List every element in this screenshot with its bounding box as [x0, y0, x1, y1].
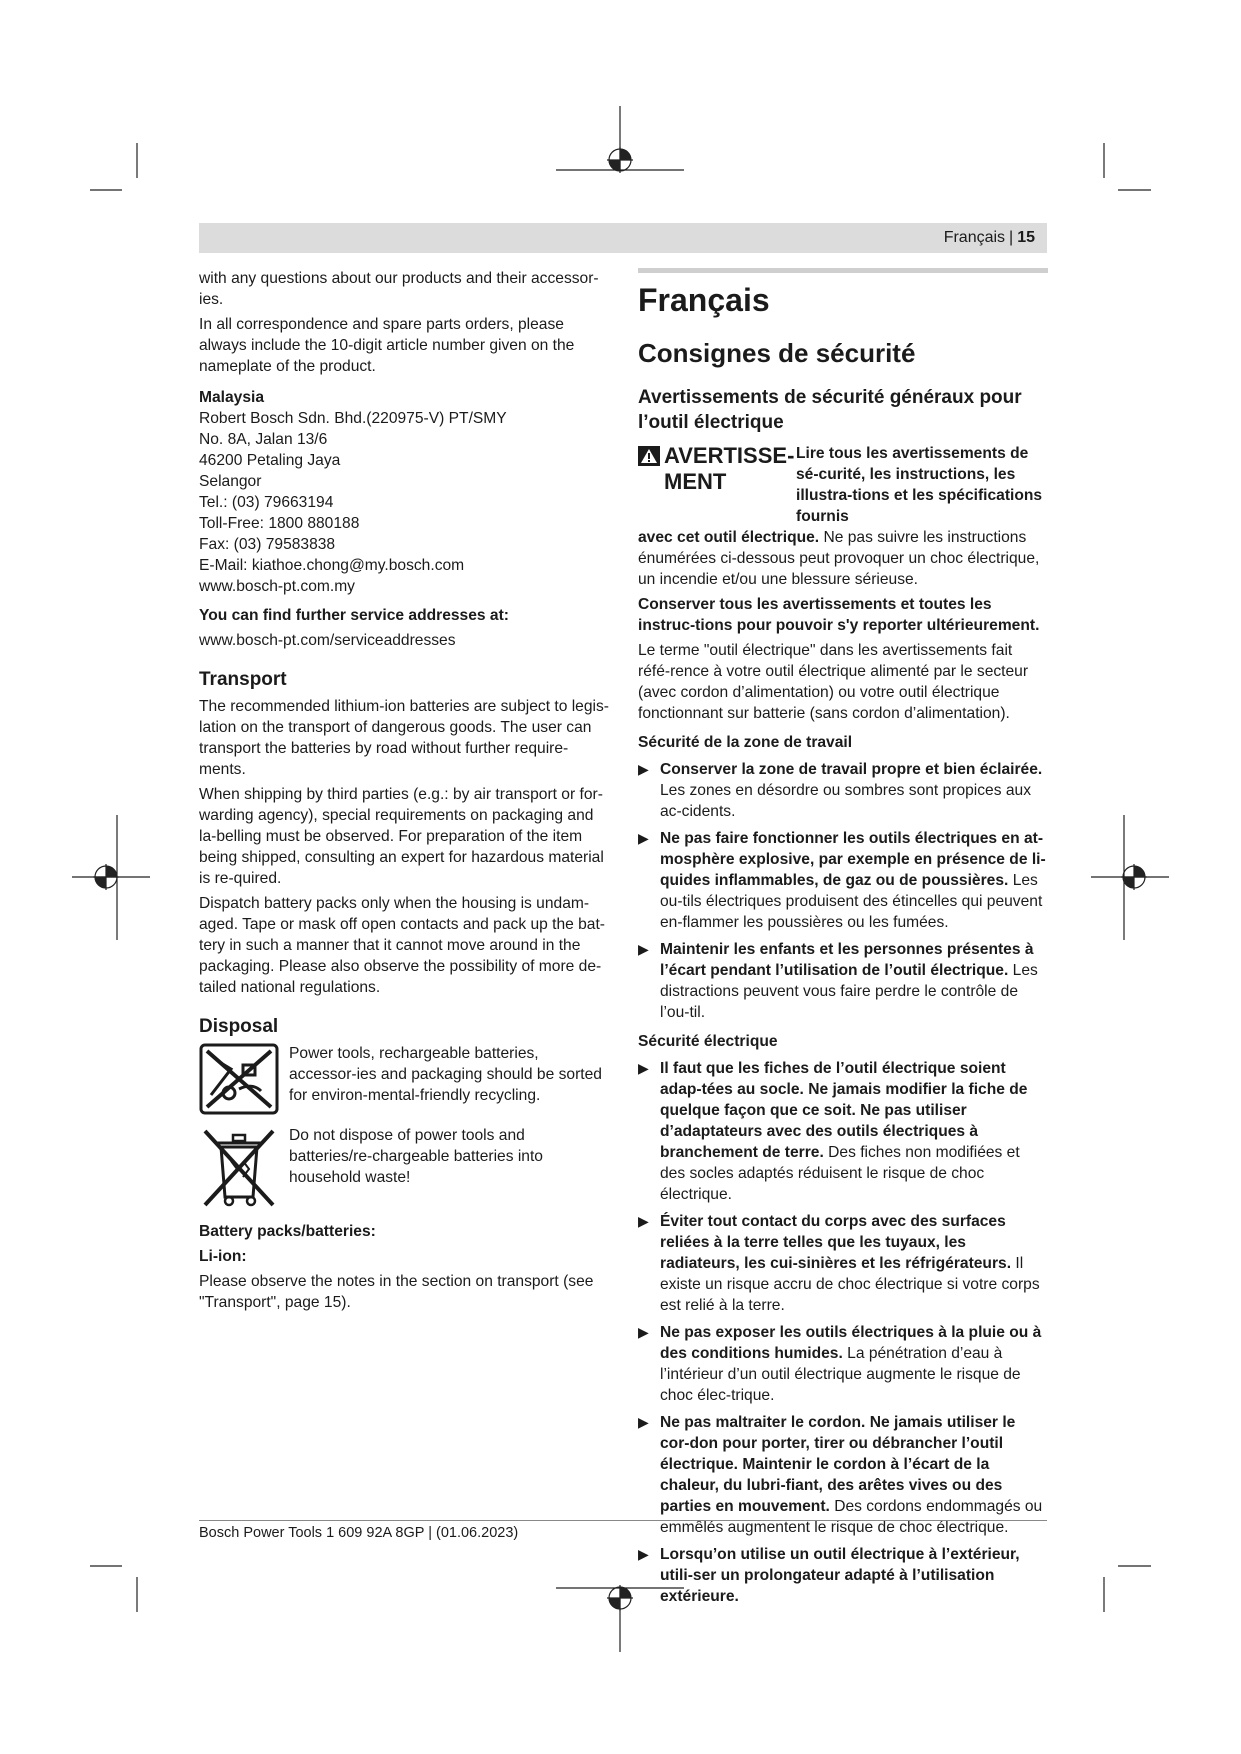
waste-bin-row — [199, 1125, 609, 1209]
list-item — [638, 939, 1048, 1023]
footer-text: Bosch Power Tools 1 609 92A 8GP | (01.06.2023) — [199, 1525, 519, 1541]
left-column — [199, 268, 609, 1317]
list-item — [638, 1211, 1048, 1316]
section-rule — [638, 268, 1048, 273]
item-text: Des fiches non modifiées et des socles adaptés réduisent le risque de choc électrique. — [660, 1144, 1020, 1203]
general-warnings-title: Avertissements de sécurité généraux pour l’outil électrique — [638, 387, 1022, 433]
waste-text: Do not dispose of power tools and batteries/re-chargeable batteries into household waste! — [289, 1127, 543, 1186]
item-bold: Ne pas maltraiter le cordon. Ne jamais utiliser le cor-don pour porter, tirer ou débrancher l’outil électrique. Maintenir le cordon à l’écart de la chaleur, du lubri-fiant, des arêtes vives ou des parties en mouvement. — [660, 1414, 1016, 1515]
transport-paragraph: The recommended lithium-ion batteries are subject to legis-lation on the transport of dangerous goods. The user can transport the batteries by road without further require-ments. — [199, 698, 609, 778]
work-area-list — [638, 759, 1048, 1023]
malaysia-address — [199, 387, 609, 597]
email-line: E-Mail: kiathoe.chong@my.bosch.com — [199, 557, 465, 574]
intro-paragraph: In all correspondence and spare parts orders, please always include the 10-digit article number given on the nameplate of the product. — [199, 316, 575, 375]
warning-bold-text: Lire tous les avertissements de sé-curité, les instructions, les illustra-tions et les spécifications fournis — [796, 445, 1043, 525]
item-text: Les ou-tils électriques produisent des étincelles qui peuvent en-flammer les poussières ou les fumées. — [660, 872, 1043, 931]
malaysia-title: Malaysia — [199, 389, 265, 406]
warning-continuation-bold: avec cet outil électrique. — [638, 529, 820, 546]
item-bold: Maintenir les enfants et les personnes présentes à l’écart pendant l’utilisation de l’outil électrique. — [660, 941, 1034, 979]
bullet-arrow-icon: ▶ — [638, 761, 649, 777]
bullet-arrow-icon: ▶ — [638, 1546, 649, 1562]
language-title: Français — [638, 282, 770, 318]
warning-block — [638, 443, 1048, 527]
bullet-arrow-icon: ▶ — [638, 941, 649, 957]
term-definition: Le terme "outil électrique" dans les avertissements fait réfé-rence à votre outil électrique alimenté par le secteur (avec cordon d’alimentation) ou votre outil électrique fonctionnant sur batterie (sans cordon d’alimentation). — [638, 642, 1029, 722]
address-line: Robert Bosch Sdn. Bhd.(220975-V) PT/SMY — [199, 410, 507, 427]
keep-instructions: Conserver tous les avertissements et toutes les instruc-tions pour pouvoir s'y reporter ultérieurement. — [638, 596, 1040, 634]
work-area-title: Sécurité de la zone de travail — [638, 734, 853, 751]
service-addresses-url: www.bosch-pt.com/serviceaddresses — [199, 632, 456, 649]
bullet-arrow-icon: ▶ — [638, 830, 649, 846]
crossed-bin-icon — [199, 1125, 279, 1209]
header-separator: | — [1009, 229, 1014, 246]
battery-title: Battery packs/batteries: — [199, 1223, 376, 1240]
transport-heading: Transport — [199, 669, 287, 690]
address-line: Selangor — [199, 473, 262, 490]
electrical-title: Sécurité électrique — [638, 1033, 778, 1050]
address-line: 46200 Petaling Jaya — [199, 452, 341, 469]
tollfree-line: Toll-Free: 1800 880188 — [199, 515, 360, 532]
item-bold: Éviter tout contact du corps avec des surfaces reliées à la terre telles que les tuyaux, les radiateurs, les cui-sinières et les réfrigérateurs. — [660, 1213, 1012, 1272]
website-line: www.bosch-pt.com.my — [199, 578, 355, 595]
page-header — [199, 223, 1047, 253]
safety-title: Consignes de sécurité — [638, 338, 916, 368]
item-text: Les zones en désordre ou sombres sont propices aux ac-cidents. — [660, 782, 1031, 820]
item-text: Des cordons endommagés ou emmêlés augmentent le risque de choc électrique. — [660, 1498, 1043, 1536]
item-text: La pénétration d’eau à l’intérieur d’un outil électrique augmente le risque de choc élec-trique. — [660, 1345, 1021, 1404]
bullet-arrow-icon: ▶ — [638, 1414, 649, 1430]
fax-line: Fax: (03) 79583838 — [199, 536, 336, 553]
item-bold: Ne pas faire fonctionner les outils électriques en at-mosphère explosive, par exemple en présence de li-quides inflammables, de gaz ou de poussières. — [660, 830, 1046, 889]
recycling-text: Power tools, rechargeable batteries, accessor-ies and packaging should be sorted for environ-mental-friendly recycling. — [289, 1045, 602, 1104]
transport-paragraph: When shipping by third parties (e.g.: by air transport or for-warding agency), special requirements on packaging and la-belling must be observed. For preparation of the item being shipped, consulting an expert for hazardous material is re-quired. — [199, 786, 604, 887]
warning-label-line: AVERTISSE- — [664, 443, 795, 468]
warning-continuation-text: Ne pas suivre les instructions énumérées ci-dessous peut provoquer un choc électrique, un incendie et/ou une blessure sérieuse. — [638, 529, 1040, 588]
list-item — [638, 1058, 1048, 1205]
recycling-sorting-icon — [199, 1043, 279, 1115]
item-bold: Lorsqu’on utilise un outil électrique à l’extérieur, utili-ser un prolongateur adapté à l’utilisation extérieure. — [660, 1546, 1020, 1605]
liion-title: Li-ion: — [199, 1248, 247, 1265]
list-item — [638, 759, 1048, 822]
disposal-heading: Disposal — [199, 1016, 279, 1037]
warning-triangle-icon — [638, 446, 660, 466]
intro-paragraph: with any questions about our products and their accessor-ies. — [199, 270, 599, 308]
bullet-arrow-icon: ▶ — [638, 1213, 649, 1229]
item-text: Il existe un risque accru de choc électrique si votre corps est relié à la terre. — [660, 1255, 1040, 1314]
list-item — [638, 1544, 1048, 1607]
warning-continuation — [638, 527, 1048, 590]
item-text: Les distractions peuvent vous faire perdre le contrôle de l’ou-til. — [660, 962, 1038, 1021]
item-bold: Ne pas exposer les outils électriques à la pluie ou à des conditions humides. — [660, 1324, 1042, 1362]
further-addresses-title: You can find further service addresses at: — [199, 607, 509, 624]
warning-label-line: MENT — [664, 469, 727, 494]
item-bold: Il faut que les fiches de l’outil électrique soient adap-tées au socle. Ne jamais modifier la fiche de quelque façon que ce soit. Ne pas utiliser d’adaptateurs avec des outils électriques à branchement de terre. — [660, 1060, 1028, 1161]
page-footer — [199, 1520, 1047, 1541]
right-column — [638, 268, 1048, 1613]
list-item — [638, 828, 1048, 933]
recycling-row — [199, 1043, 609, 1115]
list-item — [638, 1322, 1048, 1406]
warning-label — [638, 443, 796, 527]
transport-paragraph: Dispatch battery packs only when the housing is undam-aged. Tape or mask off open contacts and pack up the bat-tery in such a manner that it cannot move around in the packaging. Please also observe the possibility of more de-tailed national regulations. — [199, 895, 606, 996]
address-line: No. 8A, Jalan 13/6 — [199, 431, 328, 448]
item-bold: Conserver la zone de travail propre et bien éclairée. — [660, 761, 1043, 778]
phone-line: Tel.: (03) 79663194 — [199, 494, 334, 511]
liion-text: Please observe the notes in the section on transport (see "Transport", page 15). — [199, 1273, 594, 1311]
bullet-arrow-icon: ▶ — [638, 1324, 649, 1340]
page-number: 15 — [1017, 229, 1035, 246]
header-language: Français — [943, 229, 1006, 246]
bullet-arrow-icon: ▶ — [638, 1060, 649, 1076]
